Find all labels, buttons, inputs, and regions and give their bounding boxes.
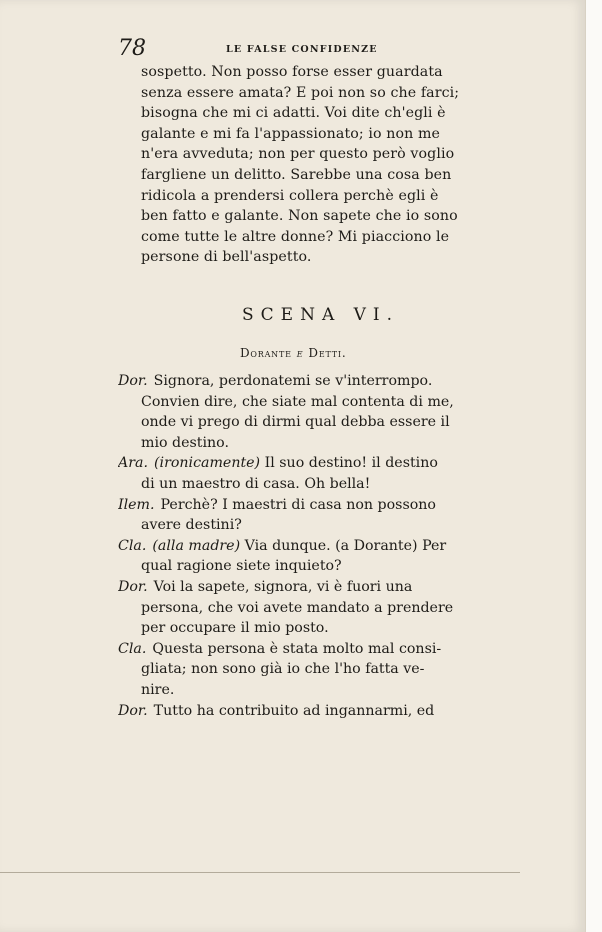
scene-characters bbox=[240, 344, 346, 362]
paragraph-line: fargliene un delitto. Sarebbe una cosa ben bbox=[141, 166, 452, 183]
speech-text: Il suo destino! il destino bbox=[264, 455, 438, 472]
speech-first-line bbox=[118, 701, 518, 722]
speech-line: gliata; non sono già io che l'ho fatta ve- bbox=[141, 661, 425, 678]
speech-line: di un maestro di casa. Oh bella! bbox=[141, 475, 371, 492]
dialogue bbox=[118, 371, 518, 721]
speech bbox=[118, 453, 518, 494]
speech-line: persona, che voi avete mandato a prendere bbox=[141, 599, 454, 616]
speaker-name: Ara. bbox=[118, 455, 148, 472]
paragraph-line: ridicola a prendersi collera perchè egli è bbox=[141, 187, 439, 204]
opening-paragraph bbox=[141, 62, 513, 268]
stage-direction: (alla madre) bbox=[152, 537, 241, 554]
speaker-name: Dor. bbox=[118, 373, 148, 389]
speech-text: Voi la sapete, signora, vi è fuori una bbox=[153, 578, 413, 595]
stage-direction: (ironicamente) bbox=[154, 455, 261, 472]
speaker-name: Ilem. bbox=[118, 496, 155, 513]
speech-first-line bbox=[118, 371, 518, 392]
speech-text: Tutto ha contribuito ad ingannarmi, ed bbox=[153, 702, 435, 719]
speech-first-line bbox=[118, 536, 518, 557]
speech bbox=[118, 701, 518, 722]
speech-line: mio destino. bbox=[141, 434, 229, 451]
paragraph-line: sospetto. Non posso forse esser guardata bbox=[141, 64, 443, 80]
speech bbox=[118, 495, 518, 536]
speech-line: qual ragione siete inquieto? bbox=[141, 558, 342, 575]
speaker-name: Dor. bbox=[118, 702, 148, 719]
speech-first-line bbox=[118, 639, 518, 660]
speech-text: Perchè? I maestri di casa non possono bbox=[160, 496, 436, 513]
speech-line: onde vi prego di dirmi qual debba essere il bbox=[141, 414, 450, 431]
page-bottom-edge bbox=[0, 872, 520, 873]
speech-line: per occupare il mio posto. bbox=[141, 620, 329, 637]
paragraph-line: n'era avveduta; non per questo però voglio bbox=[141, 146, 455, 163]
speaker-name: Dor. bbox=[118, 578, 148, 595]
paragraph-line: galante e mi fa l'appassionato; io non me bbox=[141, 125, 441, 142]
speech-line: Convien dire, che siate mal contenta di me, bbox=[141, 393, 454, 410]
speaker-name: Cla. bbox=[118, 640, 147, 657]
page-header bbox=[118, 36, 508, 62]
running-title: LE FALSE CONFIDENZE bbox=[226, 44, 378, 55]
speech-first-line bbox=[118, 577, 518, 598]
speech bbox=[118, 536, 518, 577]
scan-margin bbox=[585, 0, 602, 932]
speech-line: avere destini? bbox=[141, 517, 242, 534]
paragraph-line: come tutte le altre donne? Mi piacciono le bbox=[141, 228, 450, 245]
paragraph-line: senza essere amata? E poi non so che farci; bbox=[141, 84, 460, 101]
speech bbox=[118, 577, 518, 639]
speech-line: nire. bbox=[141, 681, 175, 698]
speech-text: Via dunque. (a Dorante) Per bbox=[244, 537, 447, 554]
paragraph-line: ben fatto e galante. Non sapete che io sono bbox=[141, 208, 458, 225]
speech-first-line bbox=[118, 453, 518, 474]
character-others: Detti. bbox=[308, 346, 347, 360]
character-conjunction: e bbox=[296, 346, 304, 360]
speech-text: Questa persona è stata molto mal consi- bbox=[152, 640, 442, 657]
speech-text: Signora, perdonatemi se v'interrompo. bbox=[153, 373, 433, 389]
page-number: 78 bbox=[118, 36, 146, 61]
speech bbox=[118, 371, 518, 453]
scene-title: SCENA VI. bbox=[242, 305, 400, 325]
speaker-name: Cla. bbox=[118, 537, 147, 554]
character-name: Dorante bbox=[240, 346, 292, 360]
speech-first-line bbox=[118, 495, 518, 516]
speech bbox=[118, 639, 518, 701]
paragraph-line: persone di bell'aspetto. bbox=[141, 249, 312, 266]
paragraph-line: bisogna che mi ci adatti. Voi dite ch'egli è bbox=[141, 105, 446, 122]
